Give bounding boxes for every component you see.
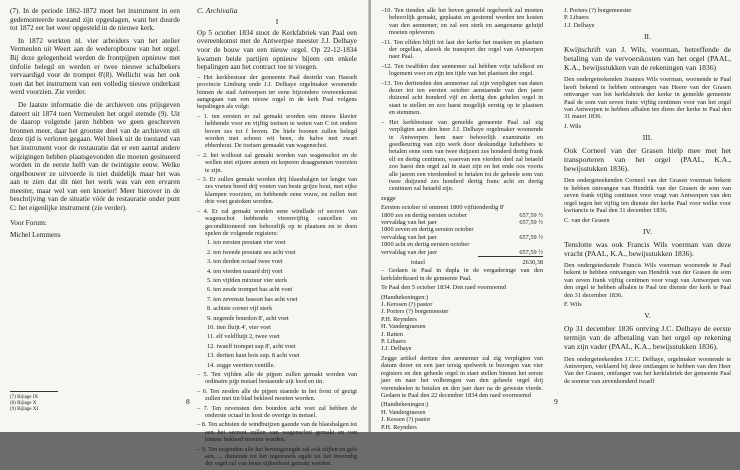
section-heading: Ook Corneel van der Grasen hielp mee met het transporteren van het orgel (PAAL, K.A., bewijsstukken 1836).: [564, 145, 731, 174]
paragraph-2: In 1872 werkten nl. vier arbeiders van het atelier Vermeulen uit Weert aan de wederopbouw van het orgel. Bij deze gelegenheid werden de frontpijpen opnieuw met tinfolie belegd en werden er twee nieuwe schalbekers vervaardigd voor de trompet 8'(8). Wellicht was het ook toen dat het instrument van een volledig nieuwe onderkast werd voorzien. Zie verder.: [10, 36, 180, 97]
signature: H. Vandergraesen: [381, 408, 426, 416]
zegge-label: zegge: [381, 194, 396, 202]
register-item: 4. ten vierden nazard drij voet: [207, 267, 283, 275]
section-signature: F. Wils: [564, 300, 582, 308]
register-item: 14. zegge veertien ventille.: [207, 361, 276, 369]
payment-label: vervaldag van het jaer: [381, 218, 437, 226]
closing-line-1: – Gedaen te Paal in dupla in de vergaderinge van den kerkfabrikraed in de gemeente Paal.: [381, 267, 543, 282]
payment-label: 1800 zeven en dertig eersten october: [381, 226, 474, 234]
total-rule: [478, 256, 543, 257]
section-heading: Kwijtschrift van J. Wils, voerman, betreffende de betaling van de vervoerskosten van het orgel (PAAL, K.A., bewijsstukken van de rekeningen van 1836): [564, 44, 731, 73]
payment-row: [381, 226, 543, 233]
section-heading: Tenslotte was ook Francis Wils voerman van deze vracht (PAAL, K.A., bewijsstukken 1836).: [564, 239, 731, 258]
register-item: 3. ten derden octaaf twee voet: [207, 258, 283, 266]
payment-clause: – Het kerkbestuur van gemelde gemeente Paal zal zig verpligten aen den heer J.J. Delhaye orgelmaker woonende te Antwerpen hem naer behoorlijk examinatie en goedkeuring van zijn werk door deskundige luthebbers te betalen eene som van twee duijzent zes honderd dertig frank elf en dertig centimen, waervan een vierden deel zal betaeld zoo haest den orgel zal in staet zijn en het ende oos voorts alle jaeren een vierdendeel te betalen tot de geheele som van twee duijzend zes honderd dertig franc acht en dertig centimen zal betaeld zijn.: [381, 118, 543, 193]
contract-item-7: – 7. Ten zevensten den bourdon acht voet zal hebben de onderste octaaf in hout de overige in metael.: [197, 404, 357, 420]
footnote: (7) Bijlage IX: [10, 395, 39, 400]
section-number: V.: [644, 311, 651, 321]
contract-item-3: – 3. Er zullen gemakt worden drij blaesbalgen ter lengte van zes voeten breed drij voeten van beste grijze hout, met eijke klampen voorzien, en hebbende eene vouw, en zullen met drie voet gestoken worden.: [197, 176, 357, 206]
archive-intro: Op 5 october 1834 stoot de Kerkfabriek van Paal een overeenkomst met de Antwerpse meester J.J. Delhaye voor de bouw van een nieuw orgel. Op 22-12-1834 kwamen beide partijen opnieuw bijeen om enkele bepalingen aan het contract toe te voegen.: [197, 28, 357, 72]
section-number: II.: [644, 32, 651, 42]
signature: P.H. Reynders: [381, 423, 417, 431]
contract-item-2: – 2. het wolhout zal gemakt worden van wagenschot en de wellen met eijzere armen en koperen draagpennen voorzien te zijn.: [197, 151, 357, 174]
signature-list: [381, 301, 543, 353]
payment-schedule: [381, 204, 543, 266]
payment-row: [381, 234, 543, 241]
top-signatures: [564, 7, 731, 29]
register-item: 8. achtste cornet vijf sterk: [207, 305, 273, 313]
signature: J. Ratten: [381, 330, 404, 338]
signature: P. Libaers: [381, 338, 406, 346]
contract-item-8: – 8. Ten achtsten de windbuijzen gaende van de blaesbalgen tot aen het secreet zullen van wagenschot gemakt en van binnen bekleed moeten worden.: [197, 421, 357, 444]
signature: P.H. Reynders: [381, 315, 417, 323]
contract-item-4: – 4. Er zal gemakt worden eene windlade of secreet van wagenschot hebbende vierenvijftig cancellen en geconditioneerd om behoorlijk op te plaatsen en te doen spelen de volgende registers:: [197, 207, 357, 237]
register-item: 7. ten zevenste basson bas acht voet: [207, 295, 298, 303]
register-item: 10. tien fluijt 4', vier voet: [207, 323, 271, 331]
signature: J. Porters (?) borgemeester: [564, 7, 632, 14]
section-number: IV.: [643, 226, 652, 236]
register-item: 5. ten vijfden mixtuur vier sterk: [207, 276, 288, 284]
section-body: Den ondergeteekenden Corneel van der Grasen voerman bekent te hebben ontvangen van Hendrik van der Grasen de som van zeven frank vijftig centimen voor vragt van Antwerpen van den orgel tegen het vijftig ten dienste der kerke Paal voor welke voor kwitancie te Paal den 31 december 1836.: [564, 177, 731, 215]
payment-label: vervaldag van het jaer: [381, 233, 437, 241]
register-item: 9. negende bourdon 8', acht voet: [207, 314, 289, 322]
signature: J.J. Delhaye: [564, 21, 595, 29]
contract-intro: – Het kerkbestuur der gemeente Paal destrikt van Hasselt provincie Limburg ende J.J. Delhaye orgelmaker woonende binnen de stad Antwerpen ter eene bijzondere overeenkomst aangegaan van een nieuw orgel in de kerk Paal volgens bepalingen als volgt:: [197, 73, 357, 111]
paragraph-1: (7). In de periode 1862-1872 moet het instrument in een gedemonteerde toestand zijn opgeslagen, want het duurde tot 1872 eer het weer opgesteld in de nieuwe kerk.: [10, 7, 180, 33]
annex-text: Zegge artikel dertien den aennemer zal zig verpligten van datum dezer en een jaer tersig spelwerk te bezorgen van vier registers en den geheele orgel in staet stellen binnen het eerste jaer en naer het volbrengen van den geheele orgel drij vierendeelen te betalen en den jaer daer na de geweste vierde. Gedaen te Paal den 22 december 1834 den raed voornoemd: [381, 354, 543, 399]
register-item: 2. ten tweede prestant ses acht voet: [207, 248, 296, 256]
total-label: totael: [411, 259, 425, 266]
paragraph-3: De laatste informatie die de archieven ons prijsgeven dateert uit 1874 toen Vermeulen het orgel stemde (9). Uit de daarop volgende jaren hebben we geen geschreven bronnen meer, daar het grootste deel van de archieven uit deze tijd is verloren gegaan. Wel bleek uit de toestand van het instrument voor de restauratie dat er een aantal andere wijzigingen hebben plaatsgevonden die moeten gesitueerd worden in de eerste helft van de twintigste eeuw. Welke orgelbouwer ze uitvoerde is niet duidelijk maar het was aan te zien dat dit niet het werk was van een ervaren meester, maar wel van een knoeier! Meer hierover in de beschrijving van de situatie vóór de restauratie onder punt C: het eigenlijke instrument (zie verder).: [10, 100, 180, 213]
section-header: C. Archivalia: [197, 6, 238, 15]
signature: H. Vandergraesen: [381, 323, 426, 331]
left-page: [0, 0, 369, 468]
signature-line-1: Voor Forum:: [10, 218, 47, 227]
contract-item-12: –12. Ten twalfden den aennemer zal hebben vrije tafelkost en logement voor en zijn ten tijde van het plaetsen der orgel.: [381, 62, 543, 78]
footnote: (8) Bijlage X: [10, 400, 37, 406]
payment-amount: 657,59 ½: [519, 233, 543, 241]
register-item: 13. dertien haut bois sup. 8 acht voet: [207, 352, 300, 360]
payment-row: [381, 212, 543, 219]
right-page-column-2: [564, 7, 731, 387]
payment-row: [381, 249, 543, 256]
register-item: 6. ten zesde trompet bas acht voet: [207, 286, 293, 294]
contract-item-6: – 6. Ten zesden alle de pijpen staende in het front of gezigt zullen met tin blad bekleed moeten worden.: [197, 387, 357, 403]
section-body: Den ondergeteekenden Joannes Wils voerman, woonende te Paal heeft bekend te hebben ontvangen van Heere van der Grasen ontvanger van het kerkfabriek der kerke in gemelde gemeente Paal de som van seven franc vijftig centimen voor van het orgel van Antwerpen te hebben afhalen ten diens der kerke te Paal den 31 maert 1836.: [564, 76, 731, 121]
payment-amount: 657,59 ½: [519, 248, 543, 256]
signature: J. Kessen (?) pastor: [381, 416, 431, 424]
contract-item-11: –11. Ten elfden blijft tot last der kerke het maeken en plaetsen der orgelkas, alsook de transport der orgel van Antwerpen naer Paal.: [381, 38, 543, 61]
section-number: I: [275, 17, 279, 27]
footnotes: [10, 395, 38, 412]
payment-label: vervaldag van der jaer: [381, 248, 438, 256]
right-page: [371, 0, 740, 432]
payment-row: [381, 241, 543, 248]
contract-item-9: – 9. Ten negenden alle het bovengezegde zal ook stijlen en gels aen, ... dienende tot het regenwerk egale tot het inwendig der orgel zal van beste eijkenhout gemakt worden.: [197, 445, 357, 468]
section-heading: Op 31 december 1836 ontving J.C. Delhaye de eerste termijn van de afbetaling van het orgel op rekening van zijn vader (PAAL, K.A., bewijsstukken 1836).: [564, 323, 731, 352]
footnote: (9) Bijlage XI: [10, 406, 39, 412]
payment-amount: 657,59 ½: [519, 218, 543, 226]
section-signature: C. van der Grasen: [564, 216, 610, 224]
payment-label: 1800 acht en dertig eersten october: [381, 241, 470, 249]
payment-total: [381, 259, 543, 266]
closing-line-2: Te Paal den 5 october 1834. Den raed voornoemd: [381, 284, 506, 292]
register-item: 11. elf veldfluijt 2, twee voet: [207, 333, 280, 341]
section-body: Den ondergeteekenden J.C.C. Delhaye, orgelmaker woonende te Antwerpen, verklaerd bij deze ontfangen te hebben van den Heer Van der Grasen, ontfanger van het kerkfabriek der gemeente Paal de somme van zevenhonderd twaelf: [564, 355, 731, 385]
section-body: Den ondergeteekende Francis Wils voerman woonende te Paal bekent te hebben ontvangen van Hendrik van der Grasen de som van zeven frank vijftig centimen voor vragt van Antwerpen van den orgel te hebben afhalen te Paal ten dienste der kerk te Paal den 31 december 1836.: [564, 261, 731, 299]
register-item: 1. ten eersten prestant vier voet: [207, 239, 286, 247]
signature-line-2: Michel Lemmens: [10, 231, 61, 240]
register-item: 12. twaelf trompet sup 8', acht voet: [207, 342, 296, 350]
payment-row: [381, 219, 543, 226]
contract-item-1: – 1. ten eersten er zal gemakt worden een nieuw klavier hebbende voor en vijftig toetsen te weten van C tot ondere boven zes tot f boven. De hiele boonen zullen belegd worden met schoen wit been, de halve met zwart ebbenhout. De toetsen gemaakt van wagenschot.: [197, 112, 357, 150]
signature: J. Kerssen (?) pastor: [381, 301, 433, 309]
section-signature: J. Wils: [564, 122, 582, 130]
payment-label: 1800 zes en dertig eersten october: [381, 211, 467, 219]
signature: P. Libaers: [564, 14, 589, 22]
total-amount: 2630,38: [522, 259, 543, 266]
contract-item-5: – 5. Ten vijfden alle de pijpen zullen gemakt worden van ordinaire pijp metael bestaende uijt lood en tin.: [197, 371, 357, 386]
left-page-column-1: [10, 7, 180, 244]
section-number: III.: [642, 133, 653, 143]
signature: J.J. Delhaye: [381, 345, 412, 353]
payment-row: [381, 204, 543, 211]
contract-item-13: –13. Ten dertienden den aennemer zal zijn verpligten van daten dezer tot ten eersten october aenstaende van den jaere duizend acht honderd vijf en dertig den gehelen orgel in staet te stellen en zoo haest mogelijk eerstig op te plaatsen en stemmen.: [381, 79, 543, 117]
payment-label: Eersten october of omtrent 1800 vijftienderdig 8': [381, 204, 505, 212]
register-list: [197, 239, 357, 369]
right-page-column-1: [381, 7, 543, 431]
signature: J. Porters (?) borgemeester: [381, 308, 449, 316]
footnote-divider: [10, 391, 58, 392]
signatures-label-2: (Handtekeningen:): [381, 401, 429, 409]
page-number: 9: [554, 397, 558, 406]
left-page-column-2: [197, 7, 357, 470]
contract-item-10: –10. Ten tienden alle het boven gemeld orgelwerk zal moeten behoorlijk gemakt, geplaatst en gestemd worden ten kosten van den aennemer, en zal een sterk en aangename geluijd moeten opleveren.: [381, 7, 543, 37]
signatures-label: (Handtekeningen:): [381, 293, 429, 301]
payment-amount: 657,59 ½: [519, 211, 543, 219]
page-number: 8: [186, 397, 190, 406]
